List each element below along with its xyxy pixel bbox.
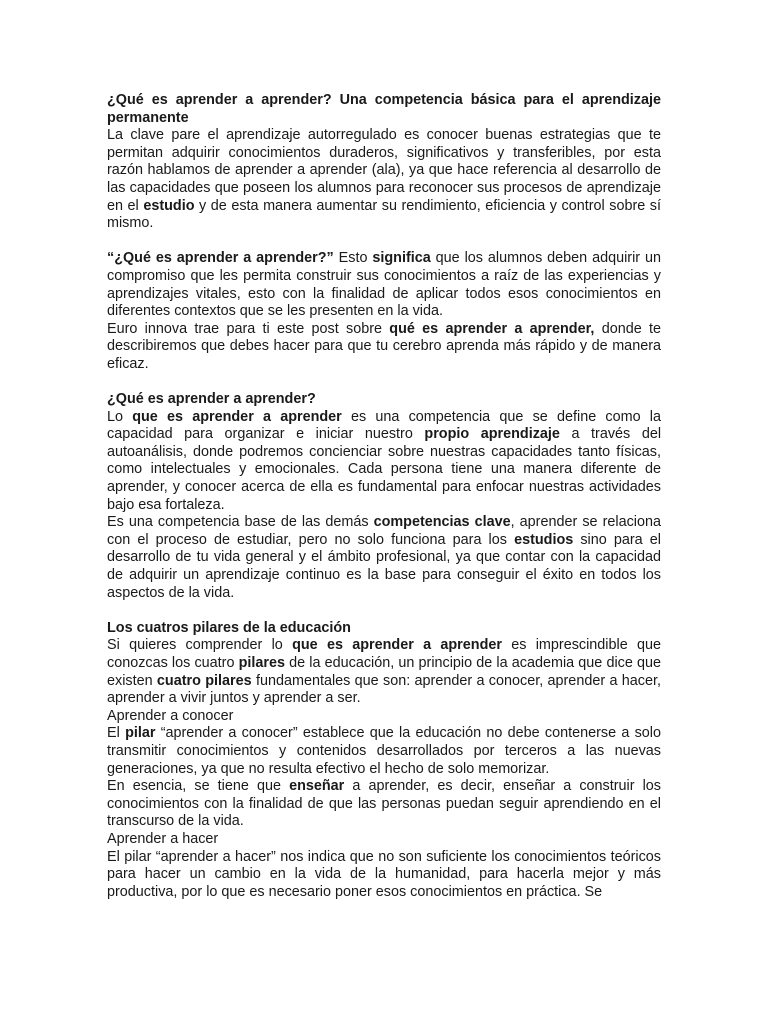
- paragraph: El pilar “aprender a conocer” establece que la educación no debe contenerse a solo transmitir conocimientos y contenidos desarrollados por terceros a las nuevas generaciones, ya que no resulta efectivo el hecho de solo memorizar.: [107, 725, 661, 777]
- paragraph: La clave pare el aprendizaje autorregulado es conocer buenas estrategias que te permitan adquirir conocimientos duraderos, significativos y transferibles, por esta razón hablamos de aprender a aprender (ala), ya que hace referencia al desarrollo de las capacidades que poseen los alumnos para reconocer sus procesos de aprendizaje en el estudio y de esta manera aumentar su rendimiento, eficiencia y control sobre sí mismo.: [107, 127, 661, 232]
- paragraph: Euro innova trae para ti este post sobre qué es aprender a aprender, donde te describiremos que debes hacer para que tu cerebro aprenda más rápido y de manera eficaz.: [107, 320, 661, 372]
- subheading: Aprender a hacer: [107, 830, 219, 847]
- section-title-3: Los cuatros pilares de la educación: [107, 619, 351, 636]
- paragraph: Lo que es aprender a aprender es una competencia que se define como la capacidad para organizar e iniciar nuestro propio aprendizaje a través del autoanálisis, donde podremos concienciar sobre nuestras capacidades tanto físicas, como intelectuales y emocionales. Cada persona tiene una manera diferente de aprender, y conocer acerca de ella es fundamental para enfocar nuestras actividades bajo esa fortaleza.: [107, 408, 662, 513]
- paragraph-gap: [107, 602, 661, 620]
- section-title-1: ¿Qué es aprender a aprender? Una competencia básica para el aprendizaje permanente: [107, 92, 661, 126]
- paragraph: En esencia, se tiene que enseñar a aprender, es decir, enseñar a construir los conocimientos con la finalidad de que las personas puedan seguir aprendiendo en el transcurso de la vida.: [107, 778, 661, 830]
- paragraph: Es una competencia base de las demás competencias clave, aprender se relaciona con el proceso de estudiar, pero no solo funciona para los estudios sino para el desarrollo de tu vida general y el ámbito profesional, ya que contar con la capacidad de adquirir un aprendizaje continuo es la base para conseguir el éxito en todos los aspectos de la vida.: [107, 514, 661, 601]
- paragraph: “¿Qué es aprender a aprender?” Esto significa que los alumnos deben adquirir un compromiso que les permita construir sus conocimientos a raíz de las experiencias y aprendizajes vitales, esto con la finalidad de aplicar todos esos conocimientos en diferentes contextos que se les presenten en la vida.: [107, 250, 661, 320]
- subheading: Aprender a conocer: [107, 707, 234, 724]
- paragraph-gap: [107, 233, 661, 251]
- document-page: [107, 92, 661, 901]
- paragraph-gap: [107, 374, 661, 392]
- paragraph: El pilar “aprender a hacer” nos indica que no son suficiente los conocimientos teóricos para hacer un cambio en la vida de la humanidad, para hacerla mejor y más productiva, por lo que es necesario poner esos conocimientos en práctica. Se: [107, 848, 661, 900]
- section-title-2: ¿Qué es aprender a aprender?: [107, 391, 316, 408]
- paragraph: Si quieres comprender lo que es aprender a aprender es imprescindible que conozcas los cuatro pilares de la educación, un principio de la academia que dice que existen cuatro pilares fundamentales que son: aprender a conocer, aprender a hacer, aprender a vivir juntos y aprender a ser.: [107, 637, 661, 707]
